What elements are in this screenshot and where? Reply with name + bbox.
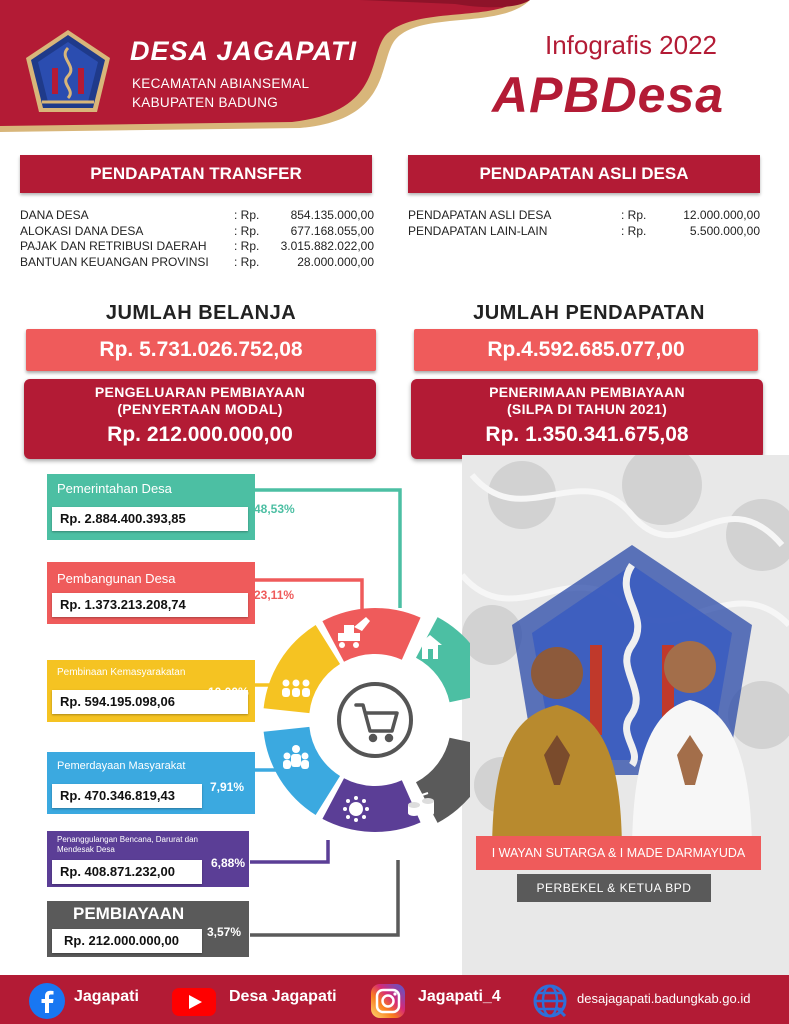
ring-segment: [322, 778, 420, 832]
category-amount: Rp. 2.884.400.393,85: [52, 507, 248, 531]
list-item: DANA DESA : Rp. 854.135.000,00: [20, 208, 374, 222]
total-income-amount: Rp.4.592.685.077,00: [414, 329, 758, 371]
asli-list: [408, 208, 764, 239]
list-item: ALOKASI DANA DESA : Rp. 677.168.055,00: [20, 223, 374, 238]
category-name: Pembinaan Kemasyarakatan: [57, 667, 186, 678]
financing-expenditure-box: [24, 379, 376, 459]
total-income-label: JUMLAH PENDAPATAN: [473, 302, 705, 324]
globe-icon[interactable]: [532, 983, 568, 1019]
youtube-icon[interactable]: [172, 988, 216, 1016]
village-emblem-logo: [22, 28, 114, 116]
transfer-list: [20, 208, 380, 270]
youtube-link[interactable]: Desa Jagapati: [229, 988, 337, 1005]
website-link[interactable]: desajagapati.badungkab.go.id: [577, 991, 751, 1006]
leader-names: I WAYAN SUTARGA & I MADE DARMAYUDA: [476, 836, 761, 870]
category-amount: Rp. 212.000.000,00: [52, 929, 202, 953]
category-percent: 7,91%: [210, 780, 245, 794]
financing-expenditure-title: PENGELUARAN PEMBIAYAAN: [94, 384, 306, 400]
list-item: BANTUAN KEUANGAN PROVINSI : Rp. 28.000.000,00: [20, 254, 374, 269]
ring-segment: [322, 608, 420, 662]
facebook-link[interactable]: Jagapati: [74, 988, 139, 1005]
financing-receipt-subtitle: (SILPA DI TAHUN 2021): [506, 401, 668, 417]
category-name: Pemerdayaan Masyarakat: [57, 760, 186, 772]
category-ring-chart: [250, 595, 470, 855]
list-item: PENDAPATAN LAIN-LAIN : Rp. 5.500.000,00: [408, 223, 760, 238]
district-name: KECAMATAN ABIANSEMAL: [132, 76, 310, 91]
category-card-pembinaan: [47, 660, 255, 722]
list-item: PENDAPATAN ASLI DESA : Rp. 12.000.000,00: [408, 208, 760, 222]
category-name: Penanggulangan Bencana, Darurat dan Mendesak Desa: [57, 835, 198, 854]
facebook-icon[interactable]: [28, 982, 66, 1020]
people-group-icon: [282, 680, 310, 698]
asli-section-title: PENDAPATAN ASLI DESA: [408, 155, 760, 193]
total-expenditure-amount: Rp. 5.731.026.752,08: [26, 329, 376, 371]
category-amount: Rp. 1.373.213.208,74: [52, 593, 248, 617]
financing-expenditure-subtitle: (PENYERTAAN MODAL): [117, 401, 283, 417]
financing-expenditure-amount: Rp. 212.000.000,00: [107, 423, 293, 446]
category-amount: Rp. 594.195.098,06: [52, 690, 248, 714]
village-name: DESA JAGAPATI: [130, 36, 358, 66]
instagram-link[interactable]: Jagapati_4: [418, 988, 501, 1005]
category-percent: 6,88%: [211, 856, 246, 870]
category-percent: 23,11%: [254, 588, 295, 602]
regency-name: KABUPATEN BADUNG: [132, 95, 279, 110]
category-card-pembiayaan: [47, 901, 249, 957]
infographic-year: Infografis 2022: [545, 30, 718, 60]
instagram-icon[interactable]: [370, 983, 406, 1019]
leader-roles: PERBEKEL & KETUA BPD: [517, 874, 711, 902]
category-card-penanggulangan: [47, 831, 249, 887]
financing-receipt-title: PENERIMAAN PEMBIAYAAN: [489, 384, 685, 400]
financing-receipt-amount: Rp. 1.350.341.675,08: [485, 423, 689, 446]
category-name: PEMBIAYAAN: [73, 904, 185, 923]
category-card-pemerdayaan: [47, 752, 255, 814]
shopping-cart-icon-circle: [339, 684, 411, 756]
category-card-pemerintahan: [47, 474, 295, 540]
transfer-section-title: PENDAPATAN TRANSFER: [20, 155, 372, 193]
category-card-pembangunan: [47, 562, 295, 624]
infographic-title: APBDesa: [492, 67, 725, 123]
category-name: Pemerintahan Desa: [57, 481, 172, 496]
list-item: PAJAK DAN RETRIBUSI DAERAH : Rp. 3.015.882.022,00: [20, 239, 374, 253]
total-expenditure-label: JUMLAH BELANJA: [105, 302, 297, 324]
category-percent: 48,53%: [254, 502, 295, 516]
virus-icon: [343, 796, 369, 822]
category-name: Pembangunan Desa: [57, 571, 176, 586]
financing-receipt-box: [411, 379, 763, 459]
category-percent: 3,57%: [207, 925, 242, 939]
category-amount: Rp. 408.871.232,00: [52, 860, 202, 884]
category-percent: 10,00%: [208, 685, 249, 699]
category-amount: Rp. 470.346.819,43: [52, 784, 202, 808]
